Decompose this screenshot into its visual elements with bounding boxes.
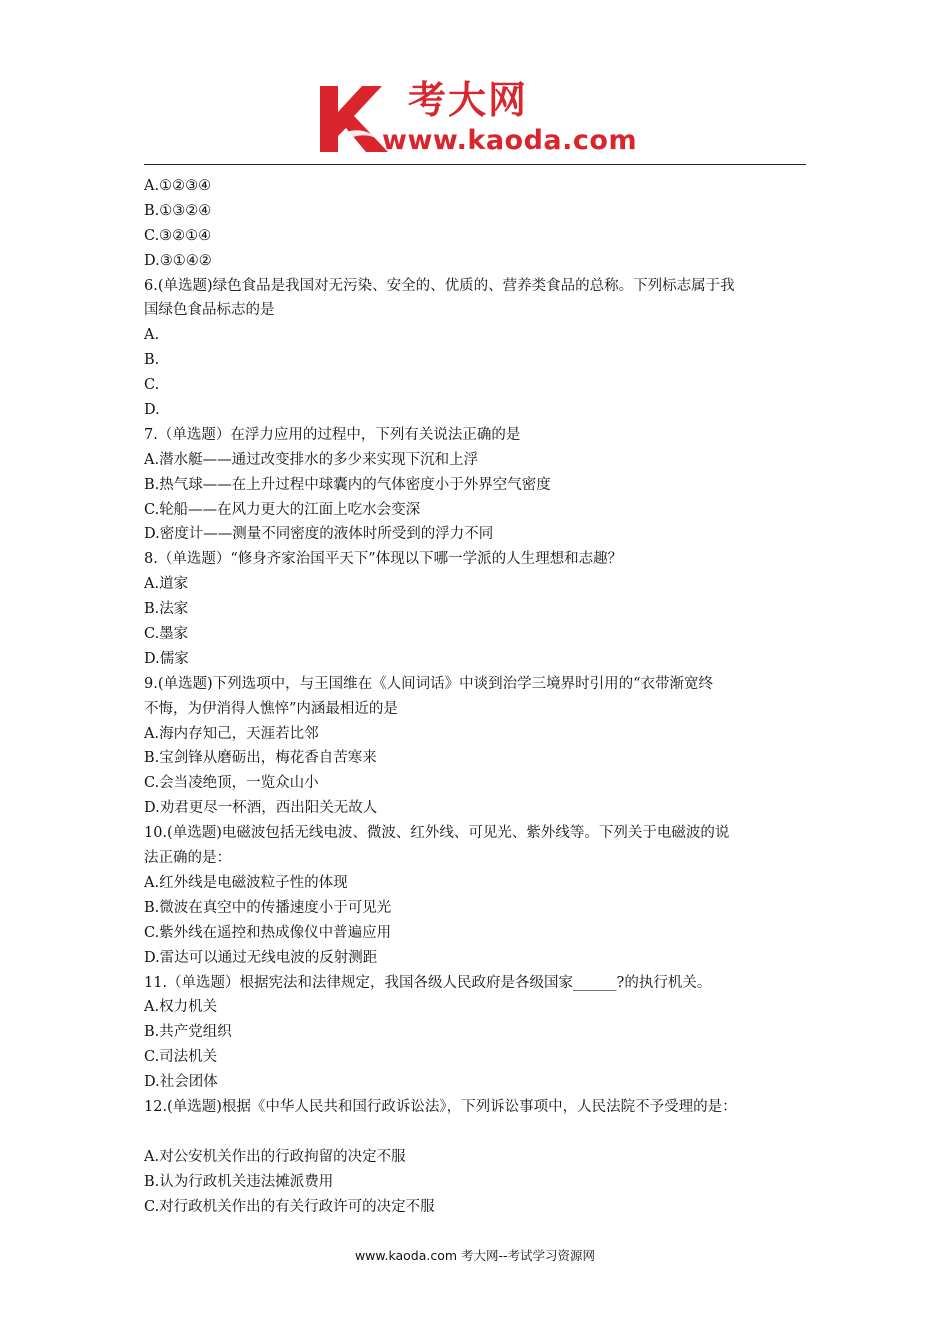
text-line: A.红外线是电磁波粒子性的体现 <box>144 874 348 891</box>
text-line: 7.（单选题）在浮力应用的过程中，下列有关说法正确的是 <box>144 426 521 443</box>
text-line: A.道家 <box>144 576 189 593</box>
text-line: B.①③②④ <box>144 202 212 219</box>
text-line: A.潜水艇——通过改变排水的多少来实现下沉和上浮 <box>144 451 479 468</box>
text-line: C.轮船——在风力更大的江面上吃水会变深 <box>144 501 421 518</box>
text-line: B.热气球——在上升过程中球囊内的气体密度小于外界空气密度 <box>144 476 551 493</box>
text-line: C. <box>144 377 160 394</box>
text-line: B.共产党组织 <box>144 1024 232 1041</box>
text-line: D.劝君更尽一杯酒，西出阳关无故人 <box>144 800 378 817</box>
text-line: C.对行政机关作出的有关行政许可的决定不服 <box>144 1198 435 1215</box>
header-divider <box>144 164 806 165</box>
kaoda-logo[interactable] <box>316 78 646 158</box>
text-line: D.儒家 <box>144 650 189 667</box>
text-line: 国绿色食品标志的是 <box>144 302 275 319</box>
text-line: 6.(单选题)绿色食品是我国对无污染、安全的、优质的、营养类食品的总称。下列标志属于我 <box>144 277 735 294</box>
text-line: B.宝剑锋从磨砺出，梅花香自苦寒来 <box>144 750 377 767</box>
text-line: A. <box>144 327 160 344</box>
text-line: B.法家 <box>144 601 189 618</box>
text-line: B.认为行政机关违法摊派费用 <box>144 1173 334 1190</box>
blank-line <box>144 1120 816 1145</box>
text-line: 9.(单选题)下列选项中，与王国维在《人间词话》中谈到治学三境界时引用的“衣带渐宽终 <box>144 675 714 692</box>
text-line: C.③②①④ <box>144 227 212 244</box>
text-line: 法正确的是： <box>144 850 231 867</box>
text-line: C.会当凌绝顶，一览众山小 <box>144 775 319 792</box>
text-line: A.①②③④ <box>144 178 212 194</box>
text-line: 10.(单选题)电磁波包括无线电波、微波、红外线、可见光、紫外线等。下列关于电磁波的说 <box>144 825 730 842</box>
text-line: B. <box>144 352 160 369</box>
text-line: B.微波在真空中的传播速度小于可见光 <box>144 899 392 916</box>
logo-brand-name: 考大网 <box>408 78 529 122</box>
text-line: A.海内存知己，天涯若比邻 <box>144 725 319 742</box>
text-line: C.紫外线在遥控和热成像仪中普遍应用 <box>144 924 392 941</box>
question-list <box>144 174 816 1219</box>
text-line: 12.(单选题)根据《中华人民共和国行政诉讼法》，下列诉讼事项中，人民法院不予受理的是： <box>144 1098 737 1115</box>
text-line: C.司法机关 <box>144 1049 218 1066</box>
text-line: D.③①④② <box>144 252 212 269</box>
text-line: D. <box>144 402 160 419</box>
text-line: 8.（单选题）“修身齐家治国平天下”体现以下哪一学派的人生理想和志趣？ <box>144 551 623 568</box>
text-line: C.墨家 <box>144 626 189 643</box>
logo-brand-url: www.kaoda.com <box>382 125 638 156</box>
text-line: D.雷达可以通过无线电波的反射测距 <box>144 949 378 966</box>
text-line: A.权力机关 <box>144 999 218 1016</box>
page-footer: www.kaoda.com 考大网--考试学习资源网 <box>354 1248 596 1263</box>
text-line: 不悔，为伊消得人憔悴”内涵最相近的是 <box>144 700 398 717</box>
text-line: D.密度计——测量不同密度的液体时所受到的浮力不同 <box>144 526 494 543</box>
text-line: D.社会团体 <box>144 1074 218 1091</box>
text-line: A.对公安机关作出的行政拘留的决定不服 <box>144 1148 406 1165</box>
text-line: 11.（单选题）根据宪法和法律规定，我国各级人民政府是各级国家______?的执行机关。 <box>144 974 712 991</box>
